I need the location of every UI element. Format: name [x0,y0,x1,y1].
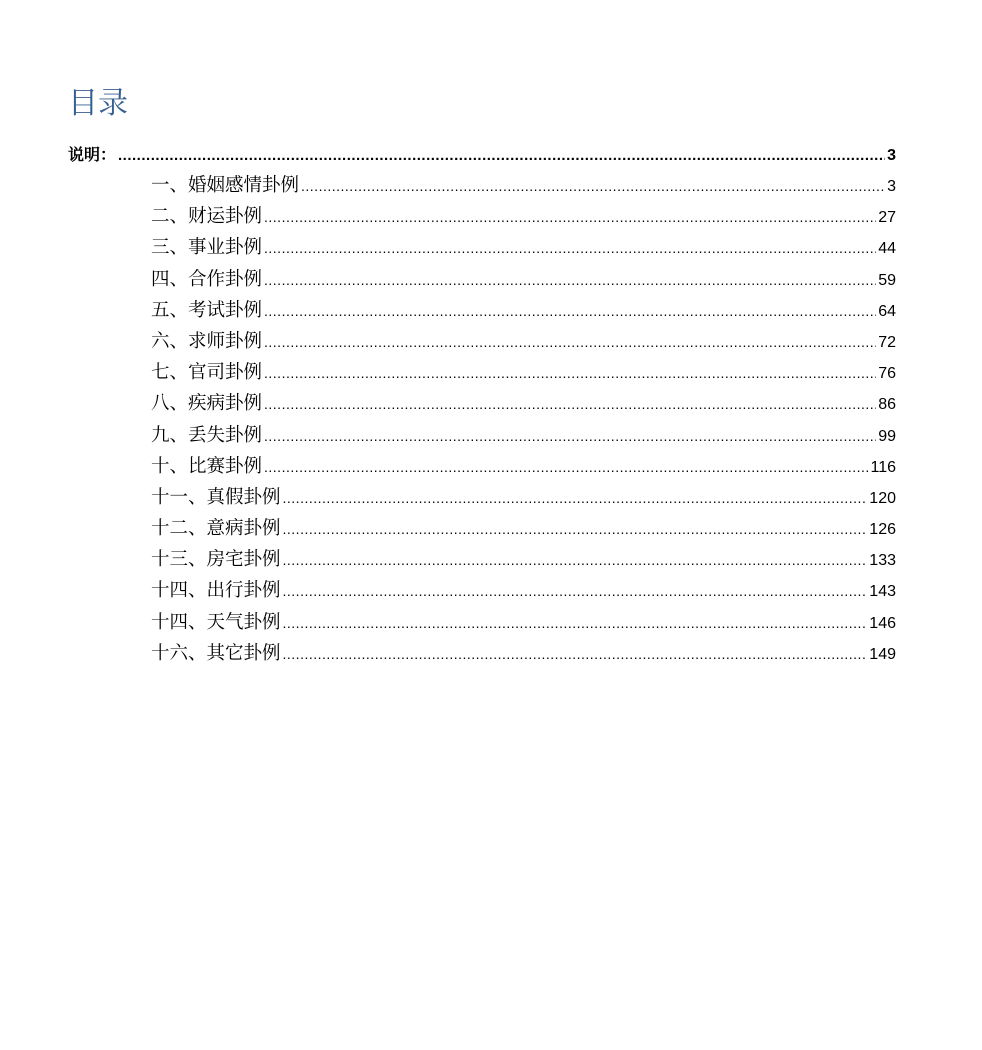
toc-entry[interactable] [0,638,896,669]
toc-page-number: 3 [887,147,896,164]
toc-entry-label: 十一、真假卦例 [151,486,281,508]
toc-entry-label: 四、合作卦例 [151,268,263,290]
toc-page-number: 86 [878,396,896,414]
toc-dot-leader [264,452,868,483]
toc-entry[interactable] [0,575,896,606]
toc-entry[interactable] [0,201,896,232]
toc-entry-label: 三、事业卦例 [151,237,263,259]
toc-entry[interactable] [0,544,896,575]
toc-dot-leader [264,202,876,233]
toc-entry-label: 一、婚姻感情卦例 [151,175,300,196]
toc-page-number: 76 [878,365,896,383]
toc-dot-leader [264,421,876,452]
toc-entry-label: 九、丢失卦例 [151,424,263,446]
toc-page-number: 146 [869,614,896,632]
toc-dot-leader [283,608,868,639]
toc-entry-label: 十二、意病卦例 [151,518,281,540]
toc-page-number: 133 [869,552,896,570]
toc-dot-leader [283,514,868,545]
toc-entry-intro[interactable] [0,139,896,170]
toc-page-number: 44 [878,240,896,258]
toc-page-number: 126 [869,521,896,539]
toc-entry-label: 七、官司卦例 [151,362,263,384]
toc-page-number: 27 [878,209,896,227]
toc-entry[interactable] [0,295,896,326]
toc-page-number: 120 [869,489,896,507]
toc-page-number: 116 [870,458,896,476]
toc-page-number: 143 [869,583,896,601]
toc-page-number: 3 [887,178,896,195]
toc-dot-leader [264,265,876,296]
toc-dot-leader [283,576,868,607]
toc-dot-leader [264,233,876,264]
toc-entry-label: 五、考试卦例 [151,299,263,321]
toc-entry[interactable] [0,357,896,388]
toc-page-number: 59 [878,271,896,289]
toc-dot-leader [264,327,876,358]
toc-entry[interactable] [0,513,896,544]
toc-entry-label: 二、财运卦例 [151,206,263,228]
toc-entry-label: 十三、房宅卦例 [151,549,281,571]
toc-entry[interactable] [0,388,896,419]
toc-dot-leader [118,140,885,171]
table-of-contents [0,139,982,669]
toc-entry-label: 十六、其它卦例 [151,642,281,664]
toc-entry-label: 六、求师卦例 [151,330,263,352]
toc-entry[interactable] [0,482,896,513]
toc-dot-leader [283,639,868,670]
toc-entry[interactable] [0,170,896,201]
toc-entry-label: 十、比赛卦例 [151,455,263,477]
toc-entry-label: 十四、天气卦例 [151,611,281,633]
toc-page-number: 149 [869,645,896,663]
toc-entry[interactable] [0,326,896,357]
toc-page-number: 72 [878,333,896,351]
toc-entry[interactable] [0,607,896,638]
toc-entry[interactable] [0,451,896,482]
toc-title: 目录 [68,86,128,121]
toc-dot-leader [301,171,885,202]
toc-entry[interactable] [0,420,896,451]
toc-entry[interactable] [0,232,896,263]
toc-entry-label: 说明： [68,145,117,164]
toc-dot-leader [264,358,876,389]
toc-entry-label: 十四、出行卦例 [151,580,281,602]
toc-dot-leader [283,545,868,576]
toc-dot-leader [264,296,876,327]
toc-dot-leader [264,389,876,420]
toc-page-number: 64 [878,302,896,320]
toc-entry[interactable] [0,264,896,295]
toc-page-number: 99 [878,427,896,445]
toc-entry-label: 八、疾病卦例 [151,393,263,415]
toc-dot-leader [283,483,868,514]
